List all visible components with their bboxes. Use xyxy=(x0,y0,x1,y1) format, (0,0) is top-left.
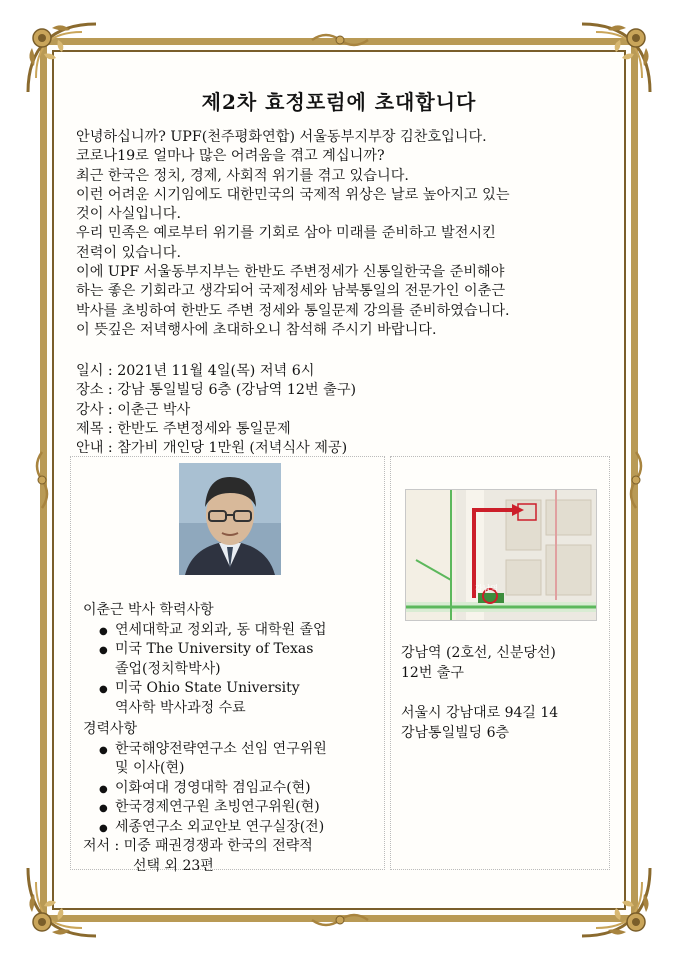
event-details xyxy=(76,362,356,458)
event-topic: 제목 : 한반도 주변정세와 통일문제 xyxy=(76,420,291,437)
career-heading: 경력사항 xyxy=(83,721,138,737)
right-ornament-icon xyxy=(626,450,646,510)
intro-line: 코로나19로 얼마나 많은 어려움을 겪고 계십니까? xyxy=(76,148,385,165)
education-heading: 이춘근 박사 학력사항 xyxy=(83,602,214,618)
exit-info: 12번 출구 xyxy=(401,665,464,681)
intro-line: 하는 좋은 기회라고 생각되어 국제정세와 남북통일의 전문가인 이춘근 xyxy=(76,283,506,300)
intro-line: 이런 어려운 시기임에도 대한민국의 국제적 위상은 날로 높아지고 있는 xyxy=(76,186,510,203)
list-item-continuation: 역사학 박사과정 수료 xyxy=(115,699,246,716)
intro-line: 박사를 초빙하여 한반도 주변 정세와 통일문제 강의를 준비하였습니다. xyxy=(76,302,510,319)
page-title: 제2차 효정포럼에 초대합니다 xyxy=(201,90,477,114)
corner-ornament-icon xyxy=(576,862,656,942)
speaker-photo xyxy=(179,463,281,575)
intro-line: 안녕하십니까? UPF(천주평화연합) 서울동부지부장 김찬호입니다. xyxy=(76,129,487,145)
publication-line: 저서 : 미중 패권경쟁과 한국의 전략적 xyxy=(83,838,313,854)
invitation-body xyxy=(76,128,616,340)
intro-line: 것이 사실입니다. xyxy=(76,206,181,223)
list-item: ● 세종연구소 외교안보 연구실장(전) xyxy=(83,818,327,838)
station-info: 강남역 (2호선, 신분당선) xyxy=(401,645,556,661)
list-item-continuation: 및 이사(현) xyxy=(115,760,185,776)
location-map xyxy=(405,489,597,621)
intro-line: 우리 민족은 예로부터 위기를 기회로 삼아 미래를 준비하고 발전시킨 xyxy=(76,225,496,242)
list-item: ● 미국 The University of Texas xyxy=(83,640,327,660)
list-item: ● 미국 Ohio State University xyxy=(83,679,327,699)
intro-line: 이 뜻깊은 저녁행사에 초대하오니 참석해 주시기 바랍니다. xyxy=(76,321,437,338)
list-item: ● 한국해양전략연구소 선임 연구위원 xyxy=(83,740,327,760)
education-list xyxy=(83,621,327,719)
location-box xyxy=(390,456,610,870)
event-date: 일시 : 2021년 11월 4일(목) 저녁 6시 xyxy=(76,363,315,379)
list-item: ● 한국경제연구원 초빙연구위원(현) xyxy=(83,798,327,818)
event-speaker: 강사 : 이춘근 박사 xyxy=(76,401,191,418)
list-item: ● 연세대학교 정외과, 동 대학원 졸업 xyxy=(83,621,327,641)
intro-line: 이에 UPF 서울동부지부는 한반도 주변정세가 신통일한국을 준비해야 xyxy=(76,264,505,281)
left-ornament-icon xyxy=(32,450,52,510)
top-ornament-icon xyxy=(310,30,370,50)
map-station-label: 강남역 xyxy=(475,584,499,593)
event-place: 장소 : 강남 통일빌딩 6층 (강남역 12번 출구) xyxy=(76,382,357,399)
speaker-box xyxy=(70,456,385,874)
list-item: ● 이화여대 경영대학 겸임교수(현) xyxy=(83,779,327,799)
event-info: 안내 : 참가비 개인당 1만원 (저녁식사 제공) xyxy=(76,440,348,457)
building-info: 강남통일빌딩 6층 xyxy=(401,725,510,741)
intro-line: 최근 한국은 정치, 경제, 사회적 위기를 겪고 있습니다. xyxy=(76,167,409,184)
address-info: 서울시 강남대로 94길 14 xyxy=(401,705,559,721)
info-section xyxy=(70,456,610,874)
speaker-bio xyxy=(83,601,327,876)
career-list xyxy=(83,740,327,838)
bottom-ornament-icon xyxy=(310,910,370,930)
intro-line: 전력이 있습니다. xyxy=(76,244,181,261)
location-text xyxy=(401,643,558,743)
publication-line-continuation: 선택 외 23편 xyxy=(133,857,214,874)
list-item-continuation: 졸업(정치학박사) xyxy=(115,660,221,677)
